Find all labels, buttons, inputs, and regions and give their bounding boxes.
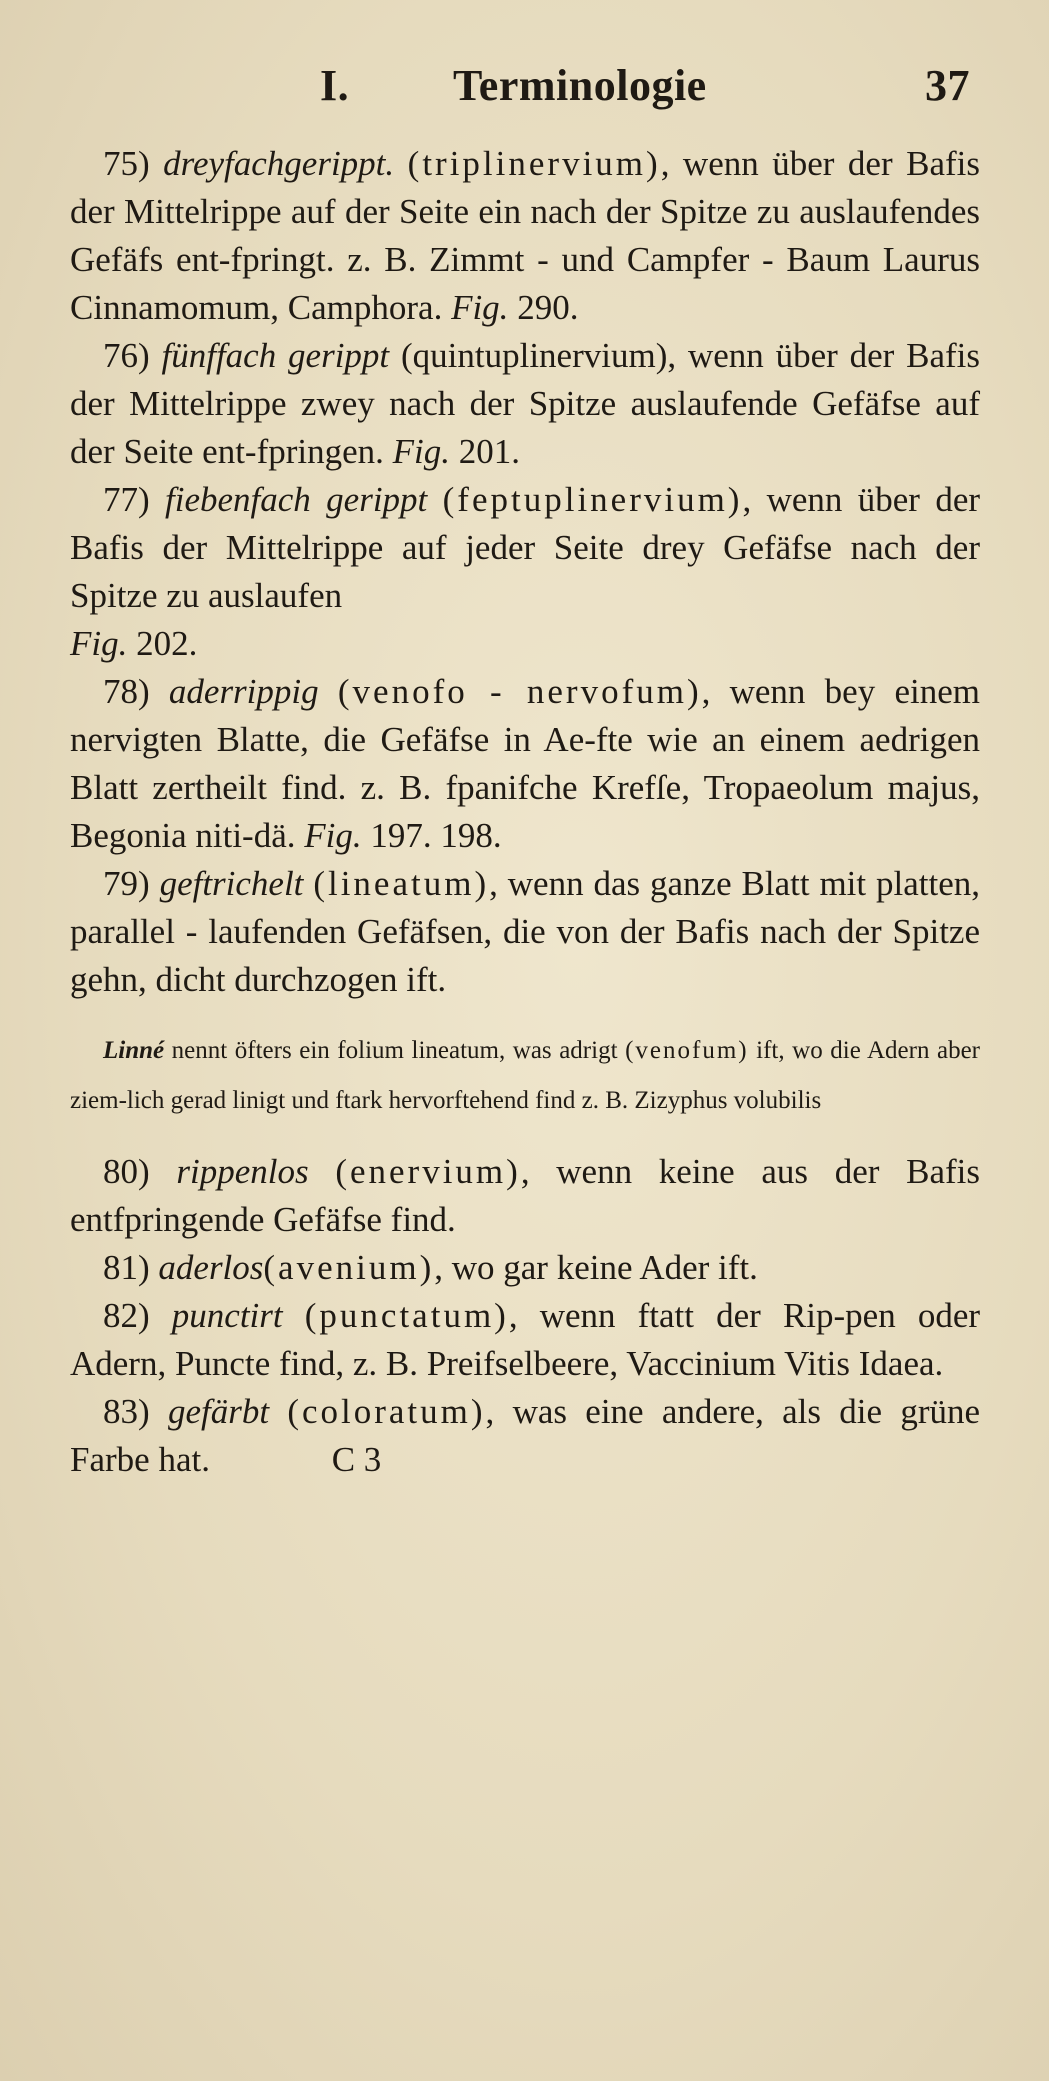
entry-text: , wenn ftatt der Rip-pen oder Adern, Puncte find, z. B. Preifselbeere, Vaccinium Vitis Idaea. [70,1296,981,1383]
entry-latin: (avenium) [263,1248,435,1287]
paragraph-77 [70,476,980,668]
entry-term: gefärbt [167,1392,270,1431]
note-text-b: ift, wo die Adern aber ziem-lich gerad linigt und ftark hervorftehend find z. B. Zizyphus volubilis [70,1037,981,1114]
fig-label: Fig. [392,432,451,471]
paragraph-82 [70,1292,980,1388]
entry-term: rippenlos [176,1152,309,1191]
fig-ref: 202. [136,624,198,663]
entry-term: punctirt [171,1296,283,1335]
entry-number: 82) [103,1296,150,1335]
note-text-a: nennt öfters ein folium lineatum, was adrigt [171,1037,618,1064]
fig-ref: 290. [517,288,579,327]
fig-ref: 201. [458,432,521,471]
body-text [70,140,980,1484]
entry-term: fünffach gerippt [161,336,390,375]
note-latin: (venofum) [625,1037,749,1064]
entry-text: , was eine andere, als die grüne Farbe hat. [70,1392,981,1479]
entry-text: , wo gar keine Ader ift. [434,1248,758,1287]
entry-latin: (venofo - nervofum) [337,672,702,711]
paragraph-76 [70,332,980,476]
entry-latin: (quintuplinervium) [401,336,668,375]
chapter-number: I. [320,61,350,110]
fig-label: Fig. [304,816,362,855]
entry-number: 83) [103,1392,150,1431]
entry-latin: (punctatum) [304,1296,509,1335]
entry-number: 78) [103,672,150,711]
chapter-title: Terminologie [453,61,707,110]
entry-number: 75) [103,144,150,183]
paragraph-78 [70,668,980,860]
paragraph-79 [70,860,980,1004]
fig-ref: 197. 198. [370,816,502,855]
entry-number: 77) [103,480,150,519]
fig-label: Fig. [451,288,509,327]
entry-text: , wenn über der Bafis der Mittelrippe auf jeder Seite drey Gefäfse nach der Spitze zu auslaufen [70,480,981,615]
entry-term: geftrichelt [159,864,304,903]
entry-number: 81) [103,1248,150,1287]
entry-term: dreyfachgerippt. [163,144,395,183]
entry-text: , wenn über der Bafis der Mittelrippe auf der Seite ein nach der Spitze zu auslaufendes Gefäfs ent-fpringt. z. B. Zimmt - und Campfer - Baum Laurus Cinnamomum, Camphora. [70,144,980,327]
entry-latin: (enervium) [335,1152,521,1191]
linne-note [70,1026,980,1126]
entry-text: , wenn bey einem nervigten Blatte, die Gefäfse in Ae-fte wie an einem aedrigen Blatt zertheilt find. z. B. fpanifche Krefſe, Tropaeolum majus, Begonia niti-dä. [70,672,980,855]
entry-text: , wenn über der Bafis der Mittelrippe zwey nach der Spitze auslaufende Gefäfse auf der Seite ent-fpringen. [70,336,981,471]
paragraph-83 [70,1388,980,1484]
page-number: 37 [925,61,970,110]
note-author: Linné [103,1037,165,1064]
entry-text: , wenn keine aus der Bafis entfpringende Gefäfse find. [70,1152,980,1239]
paragraph-75 [70,140,980,332]
entry-latin: (coloratum) [287,1392,486,1431]
entry-number: 76) [103,336,150,375]
entry-latin: (lineatum) [313,864,490,903]
entry-text: , wenn das ganze Blatt mit platten, parallel - laufenden Gefäfsen, die von der Bafis nach der Spitze gehn, dicht durchzogen ift. [70,864,981,999]
entry-latin: (feptuplinervium) [442,480,743,519]
paragraph-81 [70,1244,980,1292]
entry-term: aderlos [158,1248,264,1287]
fig-label: Fig. [70,624,128,663]
paragraph-80 [70,1148,980,1244]
signature-mark: C 3 [331,1440,382,1479]
entry-number: 80) [103,1152,150,1191]
entry-latin: (triplinervium) [407,144,661,183]
entry-number: 79) [103,864,150,903]
entry-term: fiebenfach gerippt [165,480,428,519]
running-header [320,60,970,120]
entry-term: aderrippig [168,672,319,711]
